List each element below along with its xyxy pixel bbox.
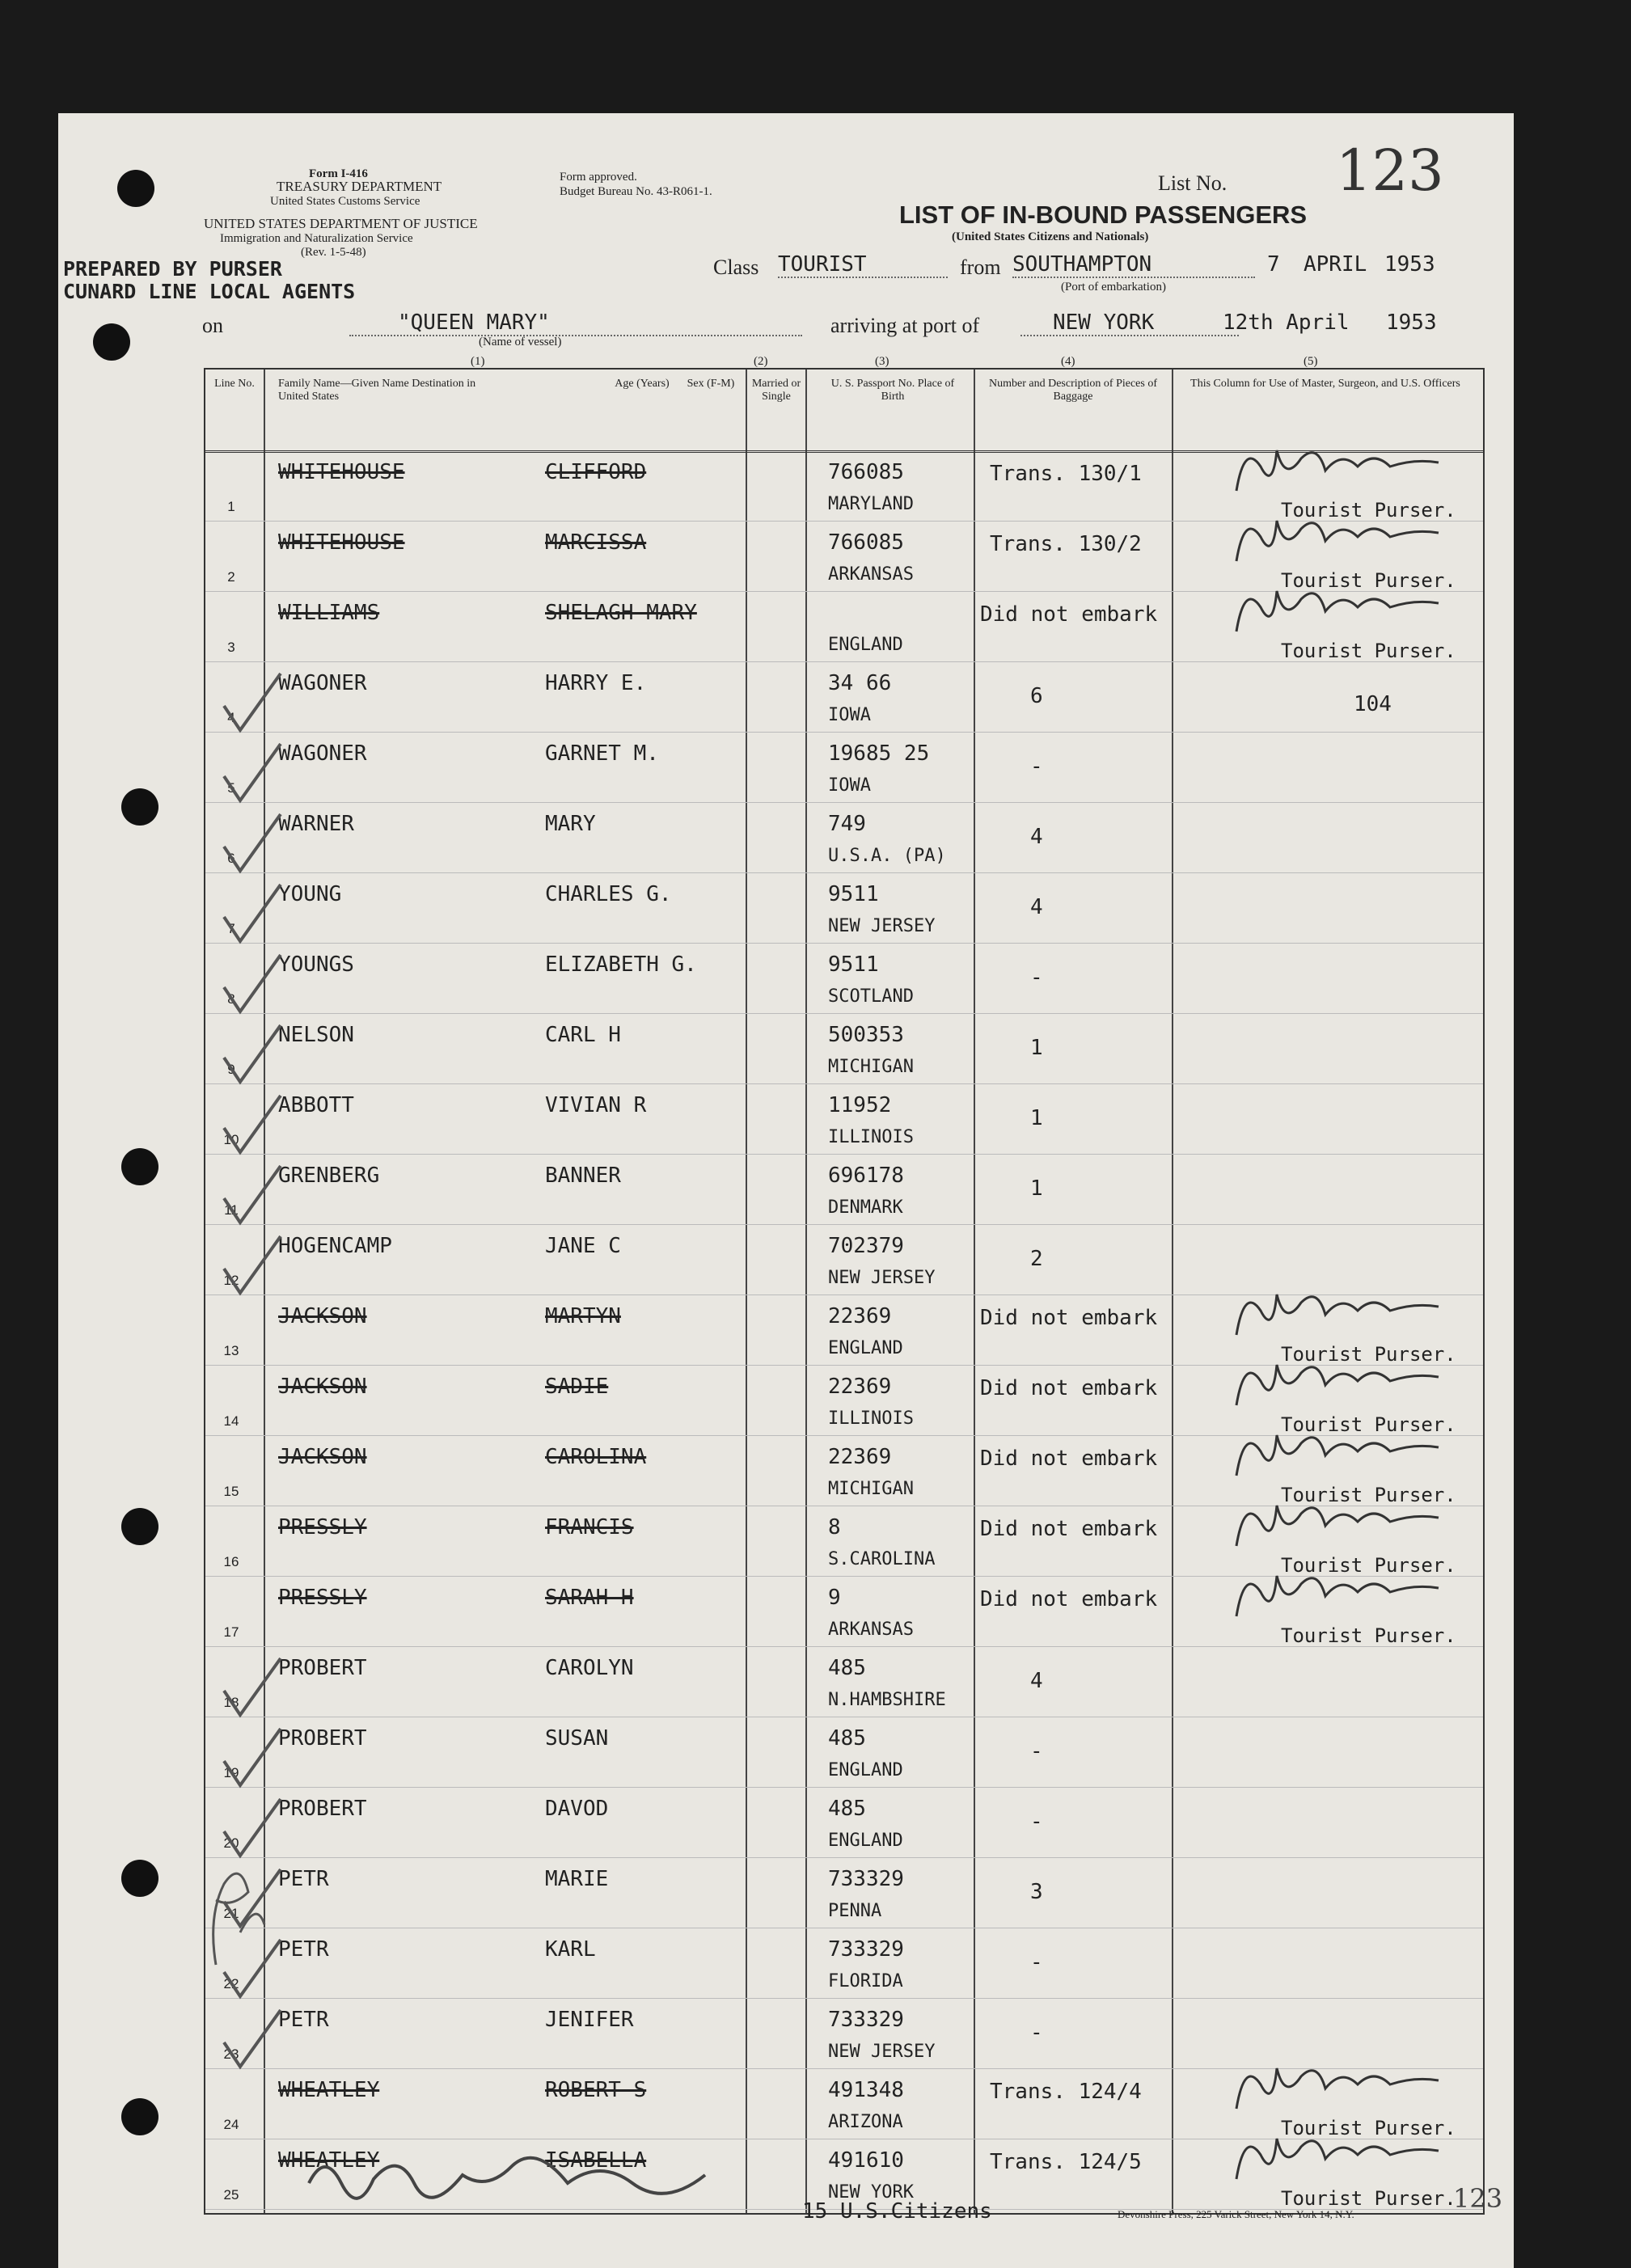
header-name: Family Name—Given Name Destination in United States	[278, 378, 476, 403]
given-name: DAVOD	[545, 1797, 609, 1821]
line-number: 19	[223, 1765, 239, 1780]
given-name: MARCISSA	[545, 530, 647, 555]
family-name: PROBERT	[278, 1656, 367, 1680]
family-name: PETR	[278, 1937, 329, 1962]
purser-title: Tourist Purser.	[1281, 1343, 1456, 1366]
passport-number: 34 66	[828, 671, 892, 695]
baggage-count: -	[1030, 965, 1043, 990]
family-name: GRENBERG	[278, 1164, 380, 1188]
punch-hole	[117, 170, 154, 207]
baggage-count: -	[1030, 754, 1043, 779]
passport-number: 733329	[828, 1867, 904, 1891]
depart-month: APRIL	[1304, 252, 1367, 277]
agents: CUNARD LINE LOCAL AGENTS	[63, 280, 356, 303]
family-name: WILLIAMS	[278, 601, 380, 625]
remark: Did not embark	[980, 1447, 1158, 1471]
line-number: 3	[227, 640, 235, 655]
remark: Did not embark	[980, 1587, 1158, 1611]
place-of-birth: ILLINOIS	[828, 1409, 914, 1429]
family-name: ABBOTT	[278, 1093, 354, 1117]
place-of-birth: PENNA	[828, 1901, 882, 1921]
table-row	[205, 591, 1483, 662]
baggage-count: -	[1030, 1739, 1043, 1763]
baggage-count: 3	[1030, 1880, 1043, 1904]
punch-hole	[121, 2098, 158, 2135]
page-title: LIST OF IN-BOUND PASSENGERS	[899, 201, 1308, 229]
form-approved: Form approved.	[560, 171, 637, 184]
given-name: MARTYN	[545, 1304, 621, 1328]
signature	[1228, 1278, 1455, 1343]
signature	[1228, 575, 1455, 640]
remark: 104	[1354, 692, 1392, 716]
col-num-2: (2)	[754, 355, 768, 368]
checkmark-icon	[220, 1654, 285, 1719]
embark-note: (Port of embarkation)	[1061, 281, 1166, 294]
passport-number: 485	[828, 1797, 866, 1821]
checkmark-icon	[220, 1795, 285, 1860]
line-number: 7	[227, 921, 235, 936]
family-name: WAGONER	[278, 741, 367, 766]
handwritten-note	[200, 1852, 273, 1973]
given-name: GARNET M.	[545, 741, 659, 766]
header-line-no: Line No.	[214, 378, 255, 390]
place-of-birth: U.S.A. (PA)	[828, 846, 946, 866]
punch-hole	[121, 788, 158, 826]
place-of-birth: FLORIDA	[828, 1971, 903, 1991]
passport-number: 733329	[828, 1937, 904, 1962]
line-number: 11	[224, 1202, 239, 1218]
place-of-birth: NEW JERSEY	[828, 1268, 936, 1288]
family-name: PRESSLY	[278, 1586, 367, 1610]
family-name: NELSON	[278, 1023, 354, 1047]
total-citizens: 15 U.S.Citizens	[802, 2199, 992, 2224]
family-name: JACKSON	[278, 1375, 367, 1399]
line-number: 12	[223, 1273, 239, 1288]
passport-number: 491610	[828, 2148, 904, 2173]
place-of-birth: ARKANSAS	[828, 564, 914, 585]
handwritten-scribble	[301, 2135, 721, 2215]
place-of-birth: MARYLAND	[828, 494, 914, 514]
place-of-birth: N.HAMBSHIRE	[828, 1690, 946, 1710]
baggage-count: 4	[1030, 1669, 1043, 1693]
given-name: JENIFER	[545, 2008, 634, 2032]
given-name: HARRY E.	[545, 671, 647, 695]
passport-number: 9511	[828, 952, 879, 977]
baggage-count: 1	[1030, 1176, 1043, 1201]
given-name: SADIE	[545, 1375, 609, 1399]
given-name: JANE C	[545, 1234, 621, 1258]
passport-number: 22369	[828, 1304, 892, 1328]
given-name: FRANCIS	[545, 1515, 634, 1539]
page-subtitle: (United States Citizens and Nationals)	[952, 230, 1149, 243]
punch-hole	[121, 1148, 158, 1185]
list-no-label: List No.	[1158, 171, 1227, 195]
family-name: PROBERT	[278, 1797, 367, 1821]
family-name: WHITEHOUSE	[278, 530, 405, 555]
given-name: CARL H	[545, 1023, 621, 1047]
passport-number: 485	[828, 1656, 866, 1680]
on-label: on	[202, 314, 223, 337]
given-name: CHARLES G.	[545, 882, 672, 906]
family-name: HOGENCAMP	[278, 1234, 392, 1258]
class-label: Class	[713, 256, 759, 279]
passport-number: 485	[828, 1726, 866, 1751]
line-number: 5	[227, 780, 235, 796]
purser-title: Tourist Purser.	[1281, 1624, 1456, 1647]
header-passport: U. S. Passport No. Place of Birth	[830, 378, 955, 403]
place-of-birth: IOWA	[828, 705, 871, 725]
place-of-birth: ENGLAND	[828, 1338, 903, 1358]
line-number: 24	[223, 2117, 239, 2132]
place-of-birth: MICHIGAN	[828, 1479, 914, 1499]
given-name: SHELAGH MARY	[545, 601, 697, 625]
purser-title: Tourist Purser.	[1281, 2187, 1456, 2210]
given-name: MARY	[545, 812, 596, 836]
passport-number: 9	[828, 1586, 841, 1610]
checkmark-icon	[220, 1092, 285, 1156]
depart-day: 7	[1267, 252, 1280, 277]
remark: Did not embark	[980, 1376, 1158, 1400]
purser-title: Tourist Purser.	[1281, 2117, 1456, 2139]
table-row	[205, 1576, 1483, 1647]
col-num-5: (5)	[1304, 355, 1318, 368]
passport-number: 22369	[828, 1375, 892, 1399]
from-value: SOUTHAMPTON	[1012, 252, 1255, 278]
place-of-birth: NEW JERSEY	[828, 916, 936, 936]
place-of-birth: NEW YORK	[828, 2182, 914, 2203]
table-row	[205, 732, 1483, 803]
table-row	[205, 1083, 1483, 1155]
line-number: 6	[227, 851, 235, 866]
purser-title: Tourist Purser.	[1281, 1554, 1456, 1577]
signature	[1228, 434, 1455, 499]
baggage-count: 4	[1030, 895, 1043, 919]
table-row	[205, 661, 1483, 733]
line-number: 2	[227, 569, 235, 585]
baggage-count: 1	[1030, 1036, 1043, 1060]
prepared-by: PREPARED BY PURSER	[63, 257, 282, 281]
remark: Trans. 130/1	[990, 462, 1142, 486]
col-num-4: (4)	[1061, 355, 1075, 368]
checkmark-icon	[220, 740, 285, 805]
given-name: MARIE	[545, 1867, 609, 1891]
place-of-birth: ENGLAND	[828, 1760, 903, 1780]
table-row	[205, 943, 1483, 1014]
given-name: CAROLYN	[545, 1656, 634, 1680]
line-number: 23	[223, 2046, 239, 2062]
baggage-count: 6	[1030, 684, 1043, 708]
passport-number: 22369	[828, 1445, 892, 1469]
line-number: 9	[227, 1062, 235, 1077]
place-of-birth: ARKANSAS	[828, 1620, 914, 1640]
signature	[1228, 1349, 1455, 1413]
baggage-count: 2	[1030, 1247, 1043, 1271]
given-name: CLIFFORD	[545, 460, 647, 484]
header-married: Married or Single	[751, 378, 801, 403]
checkmark-icon	[220, 881, 285, 945]
table-row	[205, 1857, 1483, 1928]
given-name: ISABELLA	[545, 2148, 647, 2173]
passport-number: 8	[828, 1515, 841, 1539]
table-row	[205, 1717, 1483, 1788]
line-number: 1	[227, 499, 235, 514]
line-number: 4	[227, 710, 235, 725]
passport-number: 766085	[828, 530, 904, 555]
passport-number: 19685 25	[828, 741, 930, 766]
signature	[1228, 1560, 1455, 1624]
passport-number: 9511	[828, 882, 879, 906]
place-of-birth: IOWA	[828, 775, 871, 796]
checkmark-icon	[220, 810, 285, 875]
line-number: 21	[223, 1906, 239, 1921]
given-name: ELIZABETH G.	[545, 952, 697, 977]
purser-title: Tourist Purser.	[1281, 1413, 1456, 1436]
family-name: WHEATLEY	[278, 2078, 380, 2102]
family-name: WHITEHOUSE	[278, 460, 405, 484]
family-name: YOUNG	[278, 882, 342, 906]
arrival-port: NEW YORK	[1020, 310, 1239, 336]
signature	[1228, 2052, 1455, 2117]
remark: Did not embark	[980, 602, 1158, 627]
checkmark-icon	[220, 1162, 285, 1227]
line-number: 16	[223, 1554, 239, 1569]
given-name: CAROLINA	[545, 1445, 647, 1469]
line-number: 14	[223, 1413, 239, 1429]
col-num-3: (3)	[875, 355, 889, 368]
punch-hole	[121, 1508, 158, 1545]
class-value: TOURIST	[778, 252, 948, 278]
revision: (Rev. 1-5-48)	[301, 246, 366, 259]
depart-year: 1953	[1384, 252, 1435, 277]
line-number: 17	[223, 1624, 239, 1640]
place-of-birth: NEW JERSEY	[828, 2042, 936, 2062]
given-name: KARL	[545, 1937, 596, 1962]
line-number: 22	[223, 1976, 239, 1991]
corner-number: 123	[1453, 2183, 1503, 2214]
place-of-birth: ILLINOIS	[828, 1127, 914, 1147]
dept-of-justice: UNITED STATES DEPARTMENT OF JUSTICE	[204, 216, 478, 231]
punch-hole	[93, 323, 130, 361]
family-name: PRESSLY	[278, 1515, 367, 1539]
given-name: SARAH H	[545, 1586, 634, 1610]
baggage-count: -	[1030, 1950, 1043, 1974]
passport-number: 491348	[828, 2078, 904, 2102]
treasury-department: TREASURY DEPARTMENT	[277, 179, 442, 194]
family-name: PROBERT	[278, 1726, 367, 1751]
family-name: JACKSON	[278, 1304, 367, 1328]
remark: Trans. 124/4	[990, 2080, 1142, 2104]
signature	[1228, 1419, 1455, 1484]
header-sex: Sex (F-M)	[687, 378, 735, 390]
line-number: 10	[223, 1132, 239, 1147]
purser-title: Tourist Purser.	[1281, 499, 1456, 522]
family-name: WARNER	[278, 812, 354, 836]
vessel-note: (Name of vessel)	[479, 336, 562, 348]
family-name: JACKSON	[278, 1445, 367, 1469]
place-of-birth: DENMARK	[828, 1197, 903, 1218]
line-number: 25	[223, 2187, 239, 2203]
signature	[1228, 505, 1455, 569]
passport-number: 696178	[828, 1164, 904, 1188]
budget-bureau: Budget Bureau No. 43-R061-1.	[560, 185, 712, 198]
signature	[1228, 2122, 1455, 2187]
baggage-count: 4	[1030, 825, 1043, 849]
place-of-birth: ENGLAND	[828, 635, 903, 655]
arrival-year: 1953	[1386, 310, 1437, 335]
table-row	[205, 802, 1483, 873]
remark: Trans. 124/5	[990, 2150, 1142, 2174]
list-number: 123	[1336, 137, 1444, 204]
checkmark-icon	[220, 1232, 285, 1297]
place-of-birth: S.CAROLINA	[828, 1549, 936, 1569]
arrival-date: 12th April	[1223, 310, 1350, 335]
place-of-birth: ENGLAND	[828, 1831, 903, 1851]
family-name: WHEATLEY	[278, 2148, 380, 2173]
passport-number: 702379	[828, 1234, 904, 1258]
family-name: WAGONER	[278, 671, 367, 695]
remark: Trans. 130/2	[990, 532, 1142, 556]
arriving-label: arriving at port of	[830, 314, 980, 337]
col-num-1: (1)	[471, 355, 485, 368]
checkmark-icon	[220, 951, 285, 1016]
family-name: PETR	[278, 1867, 329, 1891]
given-name: VIVIAN R	[545, 1093, 647, 1117]
passport-number: 11952	[828, 1093, 892, 1117]
passport-number: 749	[828, 812, 866, 836]
checkmark-icon	[220, 669, 285, 734]
table-row	[205, 1928, 1483, 1999]
checkmark-icon	[220, 1725, 285, 1789]
passenger-manifest-page	[58, 113, 1514, 2268]
checkmark-icon	[220, 1021, 285, 1086]
passport-number: 733329	[828, 2008, 904, 2032]
passport-number: 500353	[828, 1023, 904, 1047]
purser-title: Tourist Purser.	[1281, 640, 1456, 662]
given-name: ROBERT S	[545, 2078, 647, 2102]
family-name: YOUNGS	[278, 952, 354, 977]
header-officers: This Column for Use of Master, Surgeon, and U.S. Officers	[1190, 378, 1460, 390]
line-number: 13	[223, 1343, 239, 1358]
line-number: 15	[223, 1484, 239, 1499]
punch-hole	[121, 1860, 158, 1897]
remark: Did not embark	[980, 1306, 1158, 1330]
given-name: SUSAN	[545, 1726, 609, 1751]
table-row	[205, 872, 1483, 944]
remark: Did not embark	[980, 1517, 1158, 1541]
given-name: BANNER	[545, 1164, 621, 1188]
baggage-count: 1	[1030, 1106, 1043, 1130]
place-of-birth: SCOTLAND	[828, 986, 914, 1007]
baggage-count: -	[1030, 2021, 1043, 2045]
family-name: PETR	[278, 2008, 329, 2032]
passenger-table	[204, 368, 1485, 2215]
baggage-count: -	[1030, 1810, 1043, 1834]
table-row	[205, 1646, 1483, 1717]
line-number: 18	[223, 1695, 239, 1710]
table-row	[205, 1154, 1483, 1225]
table-row	[205, 1787, 1483, 1858]
passport-number: 766085	[828, 460, 904, 484]
line-number: 20	[223, 1835, 239, 1851]
line-number: 8	[227, 991, 235, 1007]
table-row	[205, 1013, 1483, 1084]
purser-title: Tourist Purser.	[1281, 1484, 1456, 1506]
purser-title: Tourist Purser.	[1281, 569, 1456, 592]
printer-imprint: Devonshire Press, 225 Varick Street, New York 14, N.Y.	[1118, 2208, 1354, 2220]
place-of-birth: ARIZONA	[828, 2112, 903, 2132]
from-label: from	[960, 256, 1001, 279]
header-age: Age (Years)	[615, 378, 670, 390]
place-of-birth: MICHIGAN	[828, 1057, 914, 1077]
customs-service: United States Customs Service	[270, 195, 420, 208]
vessel-name: "QUEEN MARY"	[349, 310, 802, 336]
immigration-service: Immigration and Naturalization Service	[220, 232, 413, 245]
checkmark-icon	[220, 2006, 285, 2071]
signature	[1228, 1489, 1455, 1554]
form-number: Form I-416	[309, 167, 368, 180]
header-baggage: Number and Description of Pieces of Baggage	[989, 378, 1157, 403]
